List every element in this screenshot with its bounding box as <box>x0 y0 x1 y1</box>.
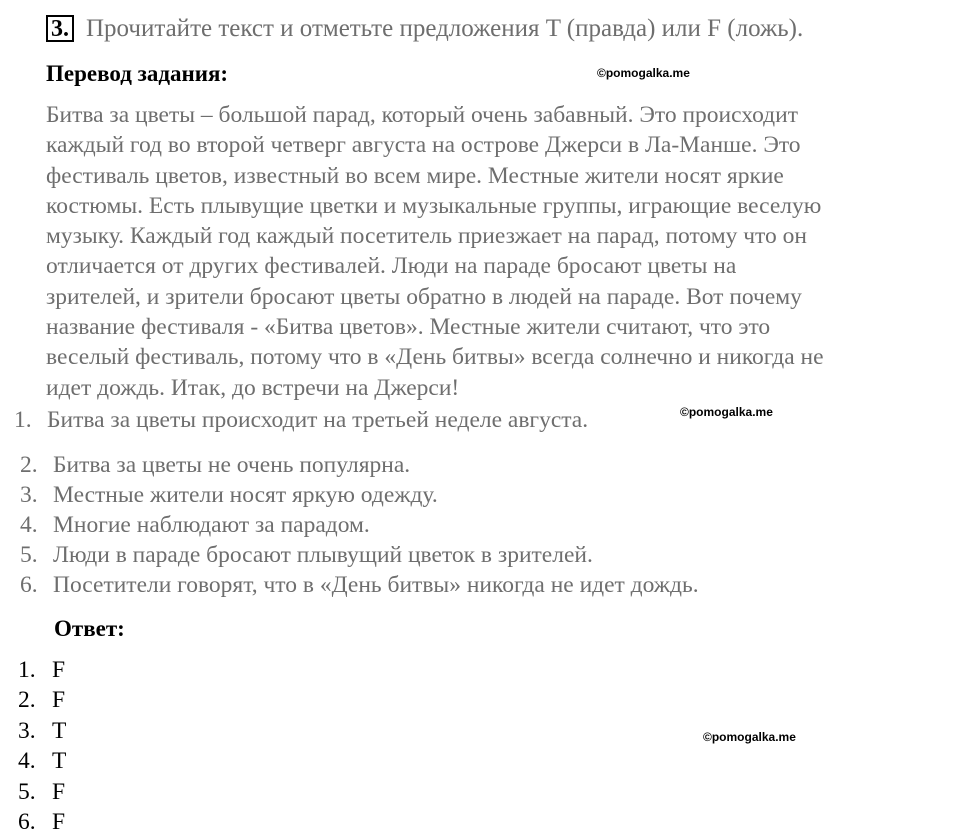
answer-value: T <box>52 718 67 744</box>
question-text: Местные жители носят яркую одежду. <box>53 482 438 508</box>
answer-number: 5. <box>18 779 36 805</box>
question-number: 3. <box>20 482 38 508</box>
paragraph-line: название фестиваля - «Битва цветов». Местные жители считают, что это <box>46 314 771 341</box>
answer-item <box>18 685 65 715</box>
answer-item <box>18 777 65 807</box>
paragraph-line: идет дождь. Итак, до встречи на Джерси! <box>46 374 460 401</box>
question-item <box>20 570 699 600</box>
question-number: 5. <box>20 542 38 568</box>
paragraph-line: каждый год во второй четверг августа на острове Джерси в Ла-Манше. Это <box>46 132 801 159</box>
task-number-box: 3. <box>46 15 74 42</box>
answer-item <box>18 716 66 746</box>
question-item <box>20 510 370 540</box>
watermark-bottom: ©pomogalka.me <box>703 730 796 744</box>
answer-item <box>18 746 66 776</box>
question-item <box>20 540 593 570</box>
question-number: 1. <box>14 407 32 433</box>
answer-value: F <box>52 779 66 805</box>
answer-number: 2. <box>18 687 36 713</box>
translation-paragraph <box>46 100 824 403</box>
question-text: Битва за цветы происходит на третьей неделе августа. <box>47 407 589 433</box>
paragraph-line: костюмы. Есть плывущие цветки и музыкальные группы, играющие веселую <box>46 192 822 219</box>
paragraph-line: Битва за цветы – большой парад, который очень забавный. Это происходит <box>46 102 798 128</box>
question-text: Посетители говорят, что в «День битвы» никогда не идет дождь. <box>53 572 699 598</box>
answer-number: 1. <box>18 657 36 683</box>
question-item <box>14 405 588 435</box>
answer-value: F <box>52 809 66 835</box>
answer-heading: Ответ: <box>54 616 125 641</box>
paragraph-line: музыку. Каждый год каждый посетитель приезжает на парад, потому что он <box>46 223 807 250</box>
question-item <box>20 450 410 480</box>
answer-value: F <box>52 657 66 683</box>
watermark-middle: ©pomogalka.me <box>680 405 773 419</box>
question-text: Люди в параде бросают плывущий цветок в зрителей. <box>53 542 593 568</box>
answer-value: F <box>52 687 66 713</box>
answer-number: 4. <box>18 748 36 774</box>
question-item <box>20 480 438 510</box>
question-text: Многие наблюдают за парадом. <box>53 512 370 538</box>
task-instruction: Прочитайте текст и отметьте предложения T (правда) или F (ложь). <box>86 15 804 42</box>
paragraph-line: отличается от других фестивалей. Люди на параде бросают цветы на <box>46 253 737 280</box>
translation-heading: Перевод задания: <box>46 61 229 86</box>
paragraph-line: фестиваль цветов, известный во всем мире. Местные жители носят яркие <box>46 162 784 189</box>
paragraph-line: веселый фестиваль, потому что в «День битвы» всегда солнечно и никогда не <box>46 344 824 371</box>
question-number: 4. <box>20 512 38 538</box>
watermark-top: ©pomogalka.me <box>597 66 690 80</box>
question-number: 2. <box>20 452 38 478</box>
answer-number: 6. <box>18 809 36 835</box>
question-text: Битва за цветы не очень популярна. <box>53 452 411 478</box>
answer-value: T <box>52 748 67 774</box>
paragraph-line: зрителей, и зрители бросают цветы обратно в людей на параде. Вот почему <box>46 283 802 310</box>
answer-item <box>18 655 65 685</box>
answer-item <box>18 807 65 837</box>
answer-number: 3. <box>18 718 36 744</box>
question-number: 6. <box>20 572 38 598</box>
